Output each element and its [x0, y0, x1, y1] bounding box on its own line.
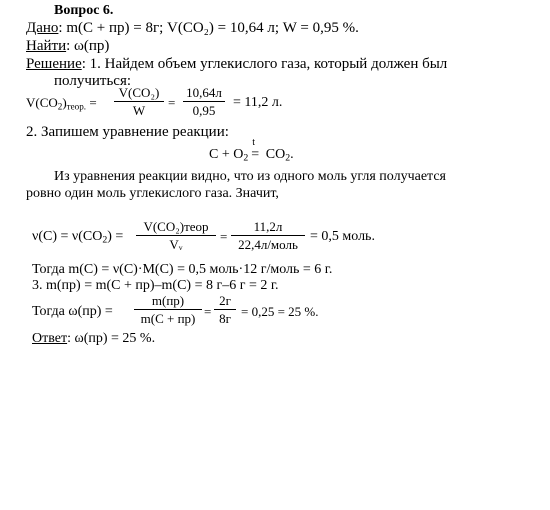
eq2-lhs: $\nu(C) = \nu(CO_2)$ = — [32, 229, 124, 246]
eq2-fraction-1 — [136, 220, 216, 251]
reaction-equation: $C + O_2$ t = $CO_2$. — [209, 137, 294, 164]
answer-text: : ω(пр) = 25 %. — [67, 331, 156, 346]
eq1-lhs: $V(CO_2)_{теор.}$ = — [26, 95, 97, 112]
eq1-fraction-2 — [183, 86, 225, 117]
eq1-frac2-bar — [183, 101, 225, 102]
eq3-lhs: Тогда ω(пр) = — [32, 304, 113, 319]
eq3-frac2-numerator: 2г — [219, 293, 231, 308]
solution-label: Решение — [26, 56, 82, 72]
given-label: Дано — [26, 20, 59, 36]
line-then-mass-c: Тогда m(C) = ν(C)·M(C) = 0,5 моль·12 г/моль = 6 г. — [32, 262, 333, 277]
eq2-fraction-2 — [231, 220, 305, 251]
eq1-result: = 11,2 л. — [233, 95, 283, 110]
eq1-equals: = — [168, 95, 176, 110]
eq3-equals: = — [204, 304, 212, 319]
reaction-arrow: t = — [251, 137, 260, 162]
eq1-frac1-denominator: W — [132, 103, 146, 118]
given-text: : m(C + пр) = 8г; V(CO₂) = 10,64 л; W = 0,95 %. — [58, 20, 359, 36]
answer-line — [32, 332, 155, 346]
eq2-frac1-denominator: Vᵥ — [169, 237, 183, 252]
eq3-result: = 0,25 = 25 %. — [241, 304, 319, 319]
line-step3: 3. m(пр) = m(C + пр)–m(C) = 8 г–6 г = 2 г. — [32, 278, 279, 293]
eq1-frac1-bar — [114, 101, 164, 102]
eq1-frac2-numerator: 10,64л — [186, 85, 222, 100]
find-text: : ω(пр) — [66, 38, 110, 54]
eq2-frac1-numerator: V(CO₂)теор — [143, 219, 209, 234]
eq2-frac2-bar — [231, 235, 305, 236]
solution-step1-line1 — [26, 57, 447, 72]
eq2-frac1-bar — [136, 235, 216, 236]
eq1-frac2-denominator: 0,95 — [192, 103, 216, 118]
reaction-condition: t — [252, 137, 256, 148]
eq2-frac2-numerator: 11,2л — [253, 219, 283, 234]
eq3-frac2-denominator: 8г — [219, 311, 231, 326]
eq2-result: = 0,5 моль. — [310, 229, 375, 244]
para-line2: ровно один моль углекислого газа. Значит, — [26, 186, 279, 201]
solution-step1-text: : 1. Найдем объем углекислого газа, который должен был — [81, 56, 448, 72]
para-line1: Из уравнения реакции видно, что из одного моль угля получается — [54, 169, 446, 184]
eq1-frac1-numerator: V(CO₂) — [118, 85, 160, 100]
eq3-frac1-denominator: m(C + пр) — [140, 311, 196, 326]
solution-step2: 2. Запишем уравнение реакции: — [26, 124, 229, 140]
solution-step1-line2: получиться: — [54, 73, 132, 89]
eq3-frac1-numerator: m(пр) — [151, 293, 185, 308]
eq3-fraction-2 — [214, 294, 236, 325]
eq1-fraction-1 — [114, 86, 164, 117]
answer-label: Ответ — [32, 331, 68, 346]
eq3-fraction-1 — [134, 294, 202, 325]
find-line — [26, 39, 109, 54]
eq3-frac1-bar — [134, 309, 202, 310]
question-title: Вопрос 6. — [54, 3, 114, 18]
eq2-frac2-denominator: 22,4л/моль — [238, 237, 298, 252]
eq3-frac2-bar — [214, 309, 236, 310]
find-label: Найти — [26, 38, 67, 54]
given-line — [26, 21, 359, 36]
eq2-equals: = — [220, 229, 228, 244]
